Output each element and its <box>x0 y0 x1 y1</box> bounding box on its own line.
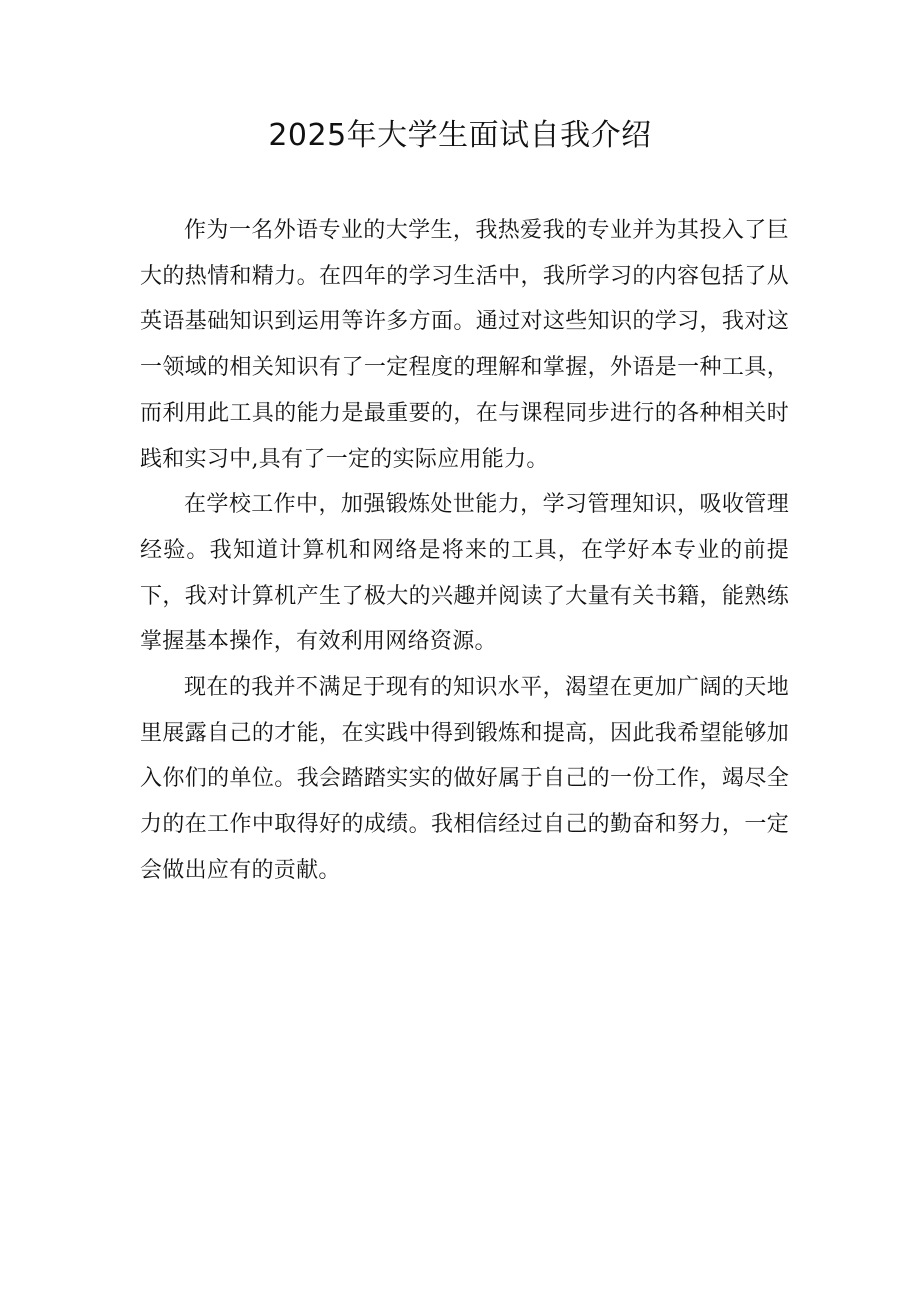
document-title: 2025年大学生面试自我介绍 <box>268 118 652 153</box>
paragraph-2: 在学校工作中，加强锻炼处世能力，学习管理知识，吸收管理经验。我知道计算机和网络是将来的工具，在学好本专业的前提下，我对计算机产生了极大的兴趣并阅读了大量有关书籍，能熟练掌握基本操作，有效利用网络资源。 <box>140 492 789 655</box>
paragraph-1: 作为一名外语专业的大学生，我热爱我的专业并为其投入了巨大的热情和精力。在四年的学习生活中，我所学习的内容包括了从英语基础知识到运用等许多方面。通过对这些知识的学习，我对这一领域的相关知识有了一定程度的理解和掌握，外语是一种工具，而利用此工具的能力是最重要的，在与课程同步进行的各种相关时践和实习中,具有了一定的实际应用能力。 <box>140 218 789 472</box>
document-body <box>140 208 789 894</box>
paragraph-3: 现在的我并不满足于现有的知识水平，渴望在更加广阔的天地里展露自己的才能，在实践中得到锻炼和提高，因此我希望能够加入你们的单位。我会踏踏实实的做好属于自己的一份工作，竭尽全力的在工作中取得好的成绩。我相信经过自己的勤奋和努力，一定会做出应有的贡献。 <box>140 675 789 883</box>
